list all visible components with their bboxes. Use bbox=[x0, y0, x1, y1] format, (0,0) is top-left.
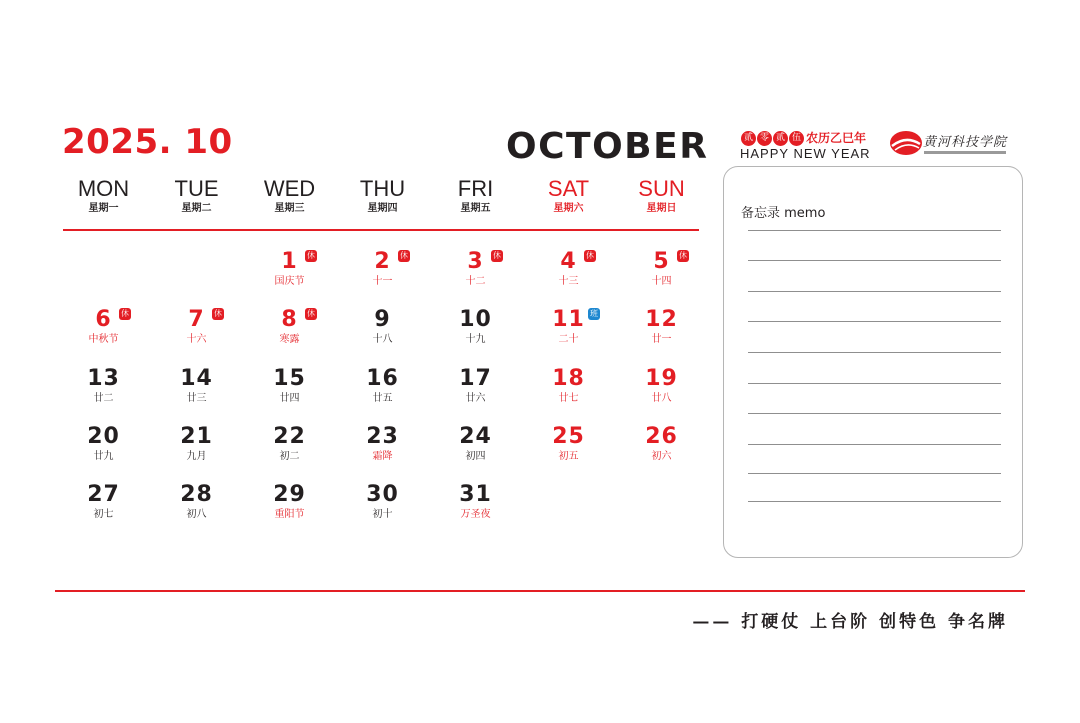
month-name-english: OCTOBER bbox=[506, 126, 709, 167]
lunar-date: 廿四 bbox=[279, 393, 300, 404]
holiday-badge: 休 bbox=[307, 309, 315, 318]
lunar-year-label: 农历乙巳年 bbox=[806, 131, 867, 145]
happy-new-year-label: HAPPY NEW YEAR bbox=[740, 146, 871, 161]
day-number: 11 bbox=[552, 307, 585, 332]
lunar-date: 国庆节 bbox=[274, 276, 305, 287]
day-number: 12 bbox=[645, 307, 678, 332]
year-seal-char: 贰 bbox=[741, 131, 756, 146]
lunar-date: 寒露 bbox=[279, 334, 300, 345]
holiday-badge: 休 bbox=[400, 251, 408, 260]
day-cell bbox=[429, 249, 522, 307]
memo-panel bbox=[723, 166, 1023, 558]
day-number: 10 bbox=[459, 307, 492, 332]
lunar-date: 初四 bbox=[465, 451, 486, 462]
year-seal-char: 贰 bbox=[773, 131, 788, 146]
weekday-cn: 星期六 bbox=[553, 203, 584, 214]
day-number: 19 bbox=[645, 366, 678, 391]
day-number: 18 bbox=[552, 366, 585, 391]
day-cell bbox=[243, 249, 336, 307]
lunar-date: 重阳节 bbox=[274, 509, 305, 520]
day-number: 3 bbox=[467, 249, 484, 274]
day-cell bbox=[615, 366, 708, 424]
day-number: 15 bbox=[273, 366, 306, 391]
weekday-mon bbox=[57, 176, 150, 216]
lunar-date: 廿九 bbox=[93, 451, 114, 462]
weekday-cn: 星期四 bbox=[367, 203, 398, 214]
holiday-badge: 休 bbox=[214, 309, 222, 318]
memo-line bbox=[748, 291, 1001, 292]
day-number: 29 bbox=[273, 482, 306, 507]
day-cell bbox=[429, 366, 522, 424]
day-cell bbox=[150, 424, 243, 482]
weekday-sun bbox=[615, 176, 708, 216]
weekday-en: MON bbox=[77, 176, 130, 201]
day-number: 4 bbox=[560, 249, 577, 274]
lunar-date: 中秋节 bbox=[88, 334, 119, 345]
holiday-badge: 休 bbox=[307, 251, 315, 260]
weekday-wed bbox=[243, 176, 336, 216]
weekday-en: WED bbox=[263, 176, 316, 201]
slogan: —— 打硬仗 上台阶 创特色 争名牌 bbox=[692, 612, 1008, 632]
weekday-header bbox=[57, 176, 707, 220]
day-cell bbox=[57, 366, 150, 424]
day-cell bbox=[336, 366, 429, 424]
day-number: 7 bbox=[188, 307, 205, 332]
lunar-date: 廿六 bbox=[465, 393, 486, 404]
weekday-tue bbox=[150, 176, 243, 216]
weekday-en: SUN bbox=[638, 176, 685, 201]
memo-line bbox=[748, 230, 1001, 231]
header-divider bbox=[63, 229, 699, 231]
workday-badge: 班 bbox=[590, 309, 598, 318]
memo-line bbox=[748, 352, 1001, 353]
calendar-year-month: 2025. 10 bbox=[62, 122, 233, 162]
holiday-badge: 休 bbox=[121, 309, 129, 318]
school-logo-icon bbox=[889, 129, 923, 157]
day-number: 21 bbox=[180, 424, 213, 449]
lunar-date: 二十 bbox=[558, 334, 579, 345]
weekday-cn: 星期一 bbox=[88, 203, 119, 214]
memo-line bbox=[748, 501, 1001, 502]
holiday-badge: 休 bbox=[493, 251, 501, 260]
weekday-fri bbox=[429, 176, 522, 216]
day-cell bbox=[57, 424, 150, 482]
day-number: 30 bbox=[366, 482, 399, 507]
day-number: 5 bbox=[653, 249, 670, 274]
lunar-date: 廿七 bbox=[558, 393, 579, 404]
lunar-date: 初六 bbox=[651, 451, 672, 462]
day-cell bbox=[243, 307, 336, 365]
memo-title: 备忘录 memo bbox=[741, 206, 826, 221]
day-number: 13 bbox=[87, 366, 120, 391]
day-number: 2 bbox=[374, 249, 391, 274]
weekday-en: FRI bbox=[457, 176, 494, 201]
lunar-date: 十一 bbox=[372, 276, 393, 287]
day-cell bbox=[615, 424, 708, 482]
day-cell bbox=[150, 482, 243, 540]
school-name: 黄河科技学院 bbox=[923, 135, 1008, 150]
day-number: 28 bbox=[180, 482, 213, 507]
day-number: 16 bbox=[366, 366, 399, 391]
lunar-date: 十六 bbox=[186, 334, 207, 345]
day-number: 17 bbox=[459, 366, 492, 391]
lunar-date: 十九 bbox=[465, 334, 486, 345]
lunar-date: 九月 bbox=[186, 451, 207, 462]
lunar-date: 初五 bbox=[558, 451, 579, 462]
lunar-date: 初二 bbox=[279, 451, 300, 462]
weekday-cn: 星期三 bbox=[274, 203, 305, 214]
weekday-thu bbox=[336, 176, 429, 216]
weekday-cn: 星期五 bbox=[460, 203, 491, 214]
day-cell bbox=[336, 307, 429, 365]
day-number: 23 bbox=[366, 424, 399, 449]
footer-divider bbox=[55, 590, 1025, 592]
holiday-badge: 休 bbox=[586, 251, 594, 260]
day-number: 20 bbox=[87, 424, 120, 449]
lunar-date: 初七 bbox=[93, 509, 114, 520]
day-cell bbox=[243, 482, 336, 540]
day-cell bbox=[243, 366, 336, 424]
day-cell bbox=[150, 307, 243, 365]
day-cell bbox=[522, 307, 615, 365]
year-seal-char: 零 bbox=[757, 131, 772, 146]
day-cell bbox=[615, 249, 708, 307]
weekday-en: SAT bbox=[547, 176, 590, 201]
weekday-cn: 星期日 bbox=[646, 203, 677, 214]
day-number: 8 bbox=[281, 307, 298, 332]
day-cell bbox=[522, 366, 615, 424]
lunar-date: 廿一 bbox=[651, 334, 672, 345]
day-number: 6 bbox=[95, 307, 112, 332]
lunar-date: 廿二 bbox=[93, 393, 114, 404]
day-cell bbox=[57, 482, 150, 540]
holiday-badge: 休 bbox=[679, 251, 687, 260]
day-cell bbox=[57, 307, 150, 365]
lunar-date: 廿五 bbox=[372, 393, 393, 404]
day-cell bbox=[522, 424, 615, 482]
school-logo-underline bbox=[924, 151, 1006, 154]
memo-line bbox=[748, 413, 1001, 414]
day-number: 25 bbox=[552, 424, 585, 449]
memo-line bbox=[748, 383, 1001, 384]
day-cell bbox=[336, 482, 429, 540]
lunar-date: 十三 bbox=[558, 276, 579, 287]
day-number: 26 bbox=[645, 424, 678, 449]
lunar-date: 十四 bbox=[651, 276, 672, 287]
day-cell bbox=[429, 307, 522, 365]
day-cell bbox=[522, 249, 615, 307]
weekday-cn: 星期二 bbox=[181, 203, 212, 214]
day-number: 24 bbox=[459, 424, 492, 449]
lunar-date: 十八 bbox=[372, 334, 393, 345]
weekday-en: TUE bbox=[174, 176, 219, 201]
day-cell bbox=[429, 424, 522, 482]
lunar-date: 霜降 bbox=[372, 451, 393, 462]
day-cell bbox=[336, 424, 429, 482]
weekday-sat bbox=[522, 176, 615, 216]
day-number: 9 bbox=[374, 307, 391, 332]
lunar-date: 廿三 bbox=[186, 393, 207, 404]
day-number: 22 bbox=[273, 424, 306, 449]
day-cell bbox=[243, 424, 336, 482]
day-cell bbox=[615, 307, 708, 365]
day-cell bbox=[150, 366, 243, 424]
memo-line bbox=[748, 321, 1001, 322]
lunar-date: 廿八 bbox=[651, 393, 672, 404]
year-seal-char: 伍 bbox=[789, 131, 804, 146]
memo-line bbox=[748, 473, 1001, 474]
day-cell bbox=[336, 249, 429, 307]
day-number: 27 bbox=[87, 482, 120, 507]
day-number: 31 bbox=[459, 482, 492, 507]
lunar-date: 初八 bbox=[186, 509, 207, 520]
lunar-date: 十二 bbox=[465, 276, 486, 287]
memo-line bbox=[748, 260, 1001, 261]
day-number: 1 bbox=[281, 249, 298, 274]
lunar-date: 初十 bbox=[372, 509, 393, 520]
day-number: 14 bbox=[180, 366, 213, 391]
memo-line bbox=[748, 444, 1001, 445]
lunar-date: 万圣夜 bbox=[460, 509, 491, 520]
day-cell bbox=[429, 482, 522, 540]
weekday-en: THU bbox=[359, 176, 406, 201]
